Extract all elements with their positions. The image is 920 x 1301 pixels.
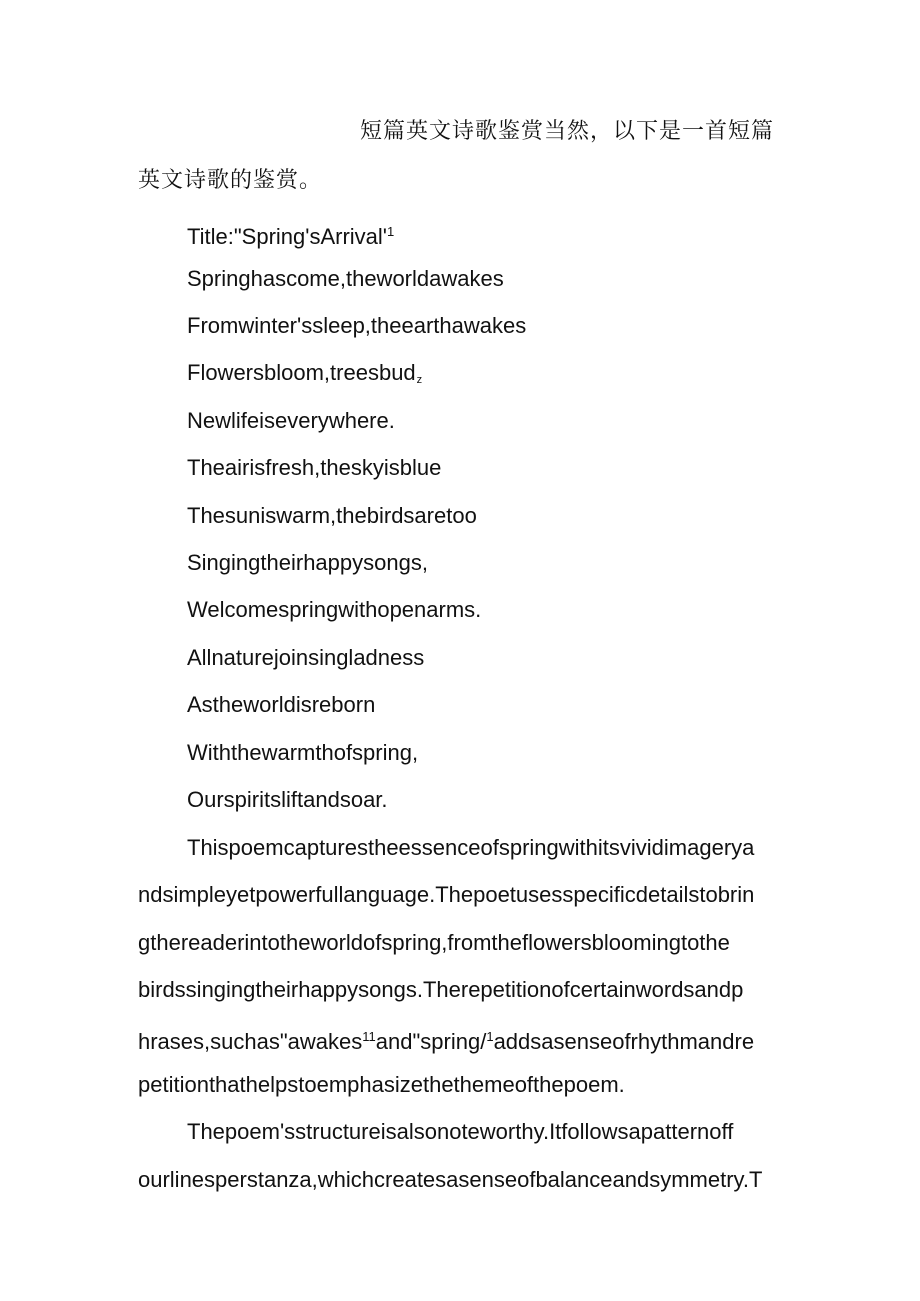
analysis-p1-line-5-b: and"spring/ bbox=[375, 1029, 487, 1054]
poem-line-8: Welcomespringwithopenarms. bbox=[187, 597, 482, 622]
intro-line-2: 英文诗歌的鉴赏。 bbox=[138, 168, 323, 193]
poem-line-2: Fromwinter'ssleep,theearthawakes bbox=[187, 313, 527, 338]
analysis-p1-line-2: ndsimpleyetpowerfullanguage.Thepoetusesspecificdetailstobrin bbox=[138, 882, 755, 907]
poem-line-9: Allnaturejoinsingladness bbox=[187, 645, 425, 670]
poem-line-10: Astheworldisreborn bbox=[187, 692, 376, 717]
analysis-p1-line-1: Thispoemcapturestheessenceofspringwithitsvividimagerya bbox=[187, 835, 755, 860]
analysis-p1-line-6: petitionthathelpstoemphasizethethemeofthepoem. bbox=[138, 1072, 625, 1097]
analysis-p1-line-5-mark-2: 1 bbox=[486, 1029, 494, 1044]
analysis-p1-line-3: gthereaderintotheworldofspring,fromtheflowersbloomingtothe bbox=[138, 930, 730, 955]
poem-line-3-mark: z bbox=[416, 374, 423, 386]
poem-line-4: Newlifeiseverywhere. bbox=[187, 408, 395, 433]
poem-line-3-text: Flowersbloom,treesbud bbox=[187, 360, 416, 385]
poem-line-5: Theairisfresh,theskyisblue bbox=[187, 455, 442, 480]
poem-title bbox=[187, 217, 394, 247]
poem-line-3 bbox=[187, 358, 422, 388]
analysis-p1-line-5-mark-1: 11 bbox=[362, 1029, 376, 1044]
analysis-p1-line-5 bbox=[138, 1022, 754, 1052]
analysis-p1-line-5-a: hrases,suchas"awakes bbox=[138, 1029, 363, 1054]
analysis-p2-line-2: ourlinesperstanza,whichcreatesasenseofbalanceandsymmetry.T bbox=[138, 1167, 763, 1192]
intro-line-1: 短篇英文诗歌鉴赏当然，以下是一首短篇 bbox=[360, 119, 775, 144]
analysis-p1-line-5-c: addsasenseofrhythmandre bbox=[493, 1029, 755, 1054]
poem-line-11: Withthewarmthofspring, bbox=[187, 740, 419, 765]
poem-line-12: Ourspiritsliftandsoar. bbox=[187, 787, 388, 812]
analysis-p2-line-1: Thepoem'sstructureisalsonoteworthy.Itfollowsapatternoff bbox=[187, 1119, 734, 1144]
poem-title-mark: 1 bbox=[387, 224, 395, 239]
poem-line-1: Springhascome,theworldawakes bbox=[187, 266, 504, 291]
analysis-p1-line-4: birdssingingtheirhappysongs.Therepetitionofcertainwordsandp bbox=[138, 977, 744, 1002]
poem-line-7: Singingtheirhappysongs, bbox=[187, 550, 428, 575]
poem-line-6: Thesuniswarm,thebirdsaretoo bbox=[187, 503, 477, 528]
poem-title-text: Title:"Spring'sArrival' bbox=[187, 224, 387, 249]
